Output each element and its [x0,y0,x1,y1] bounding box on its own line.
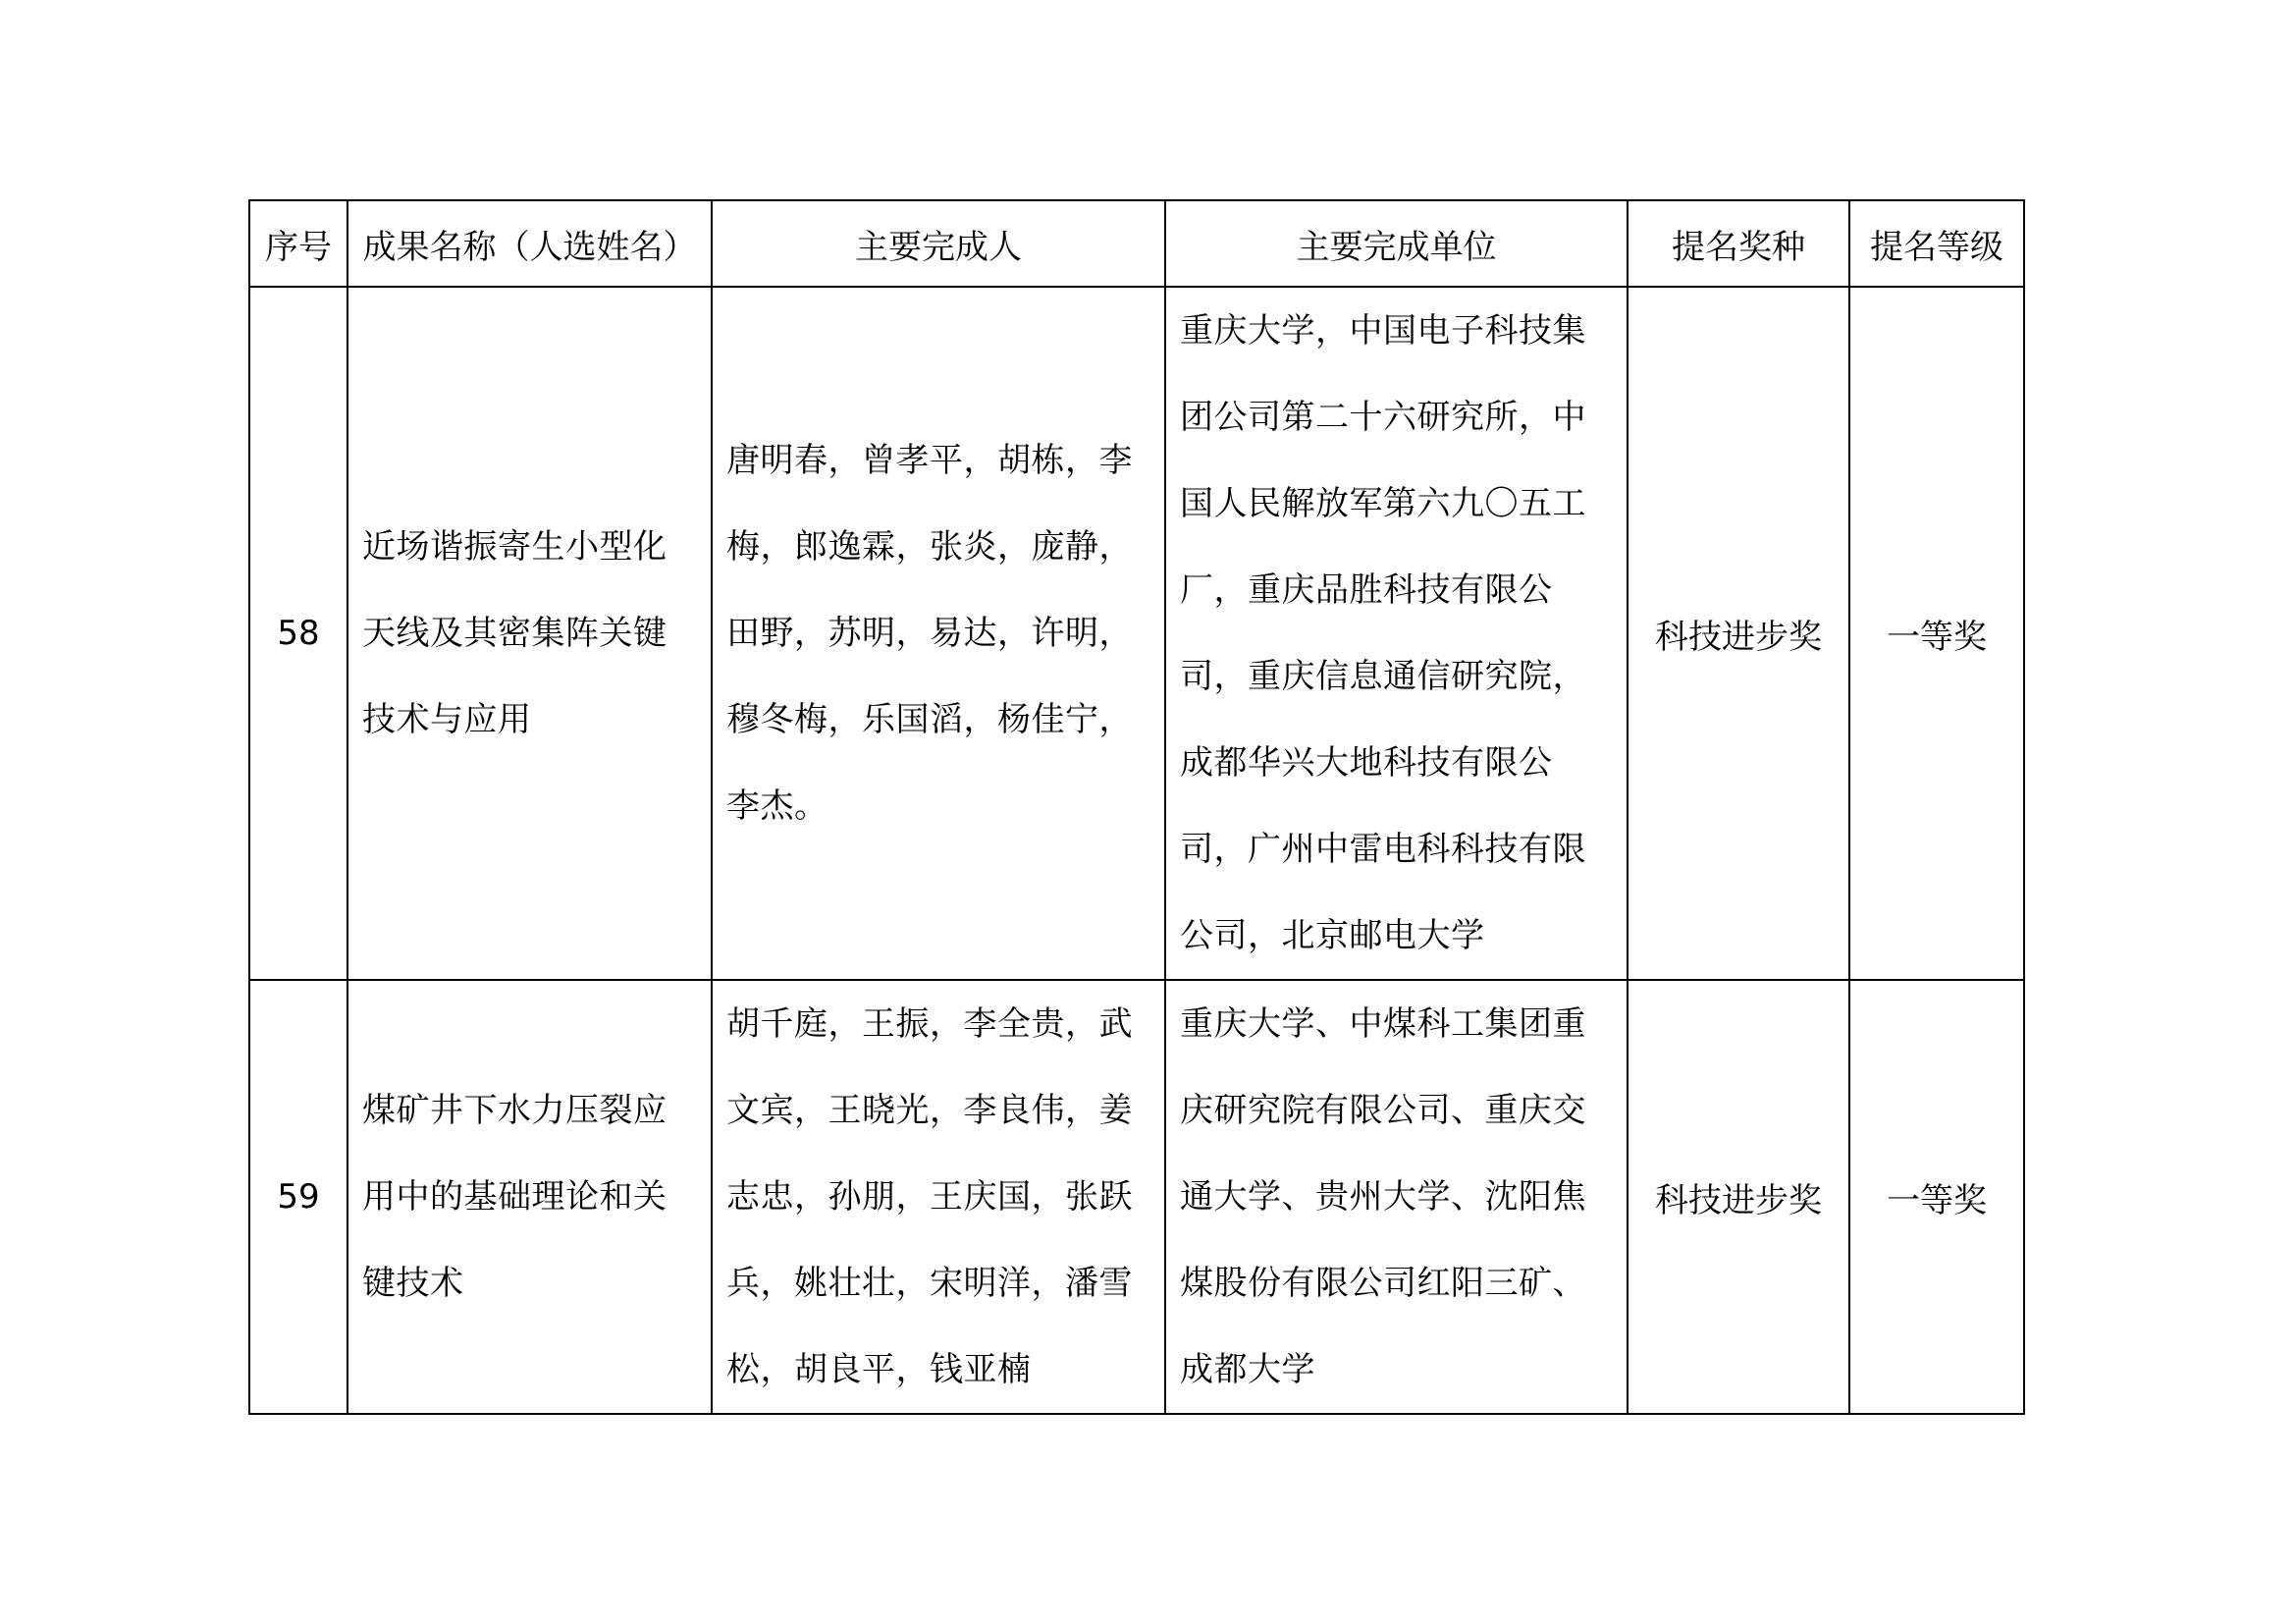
row-title: 近场谐振寄生小型化天线及其密集阵关键技术与应用 [347,287,712,980]
row-title: 煤矿井下水力压裂应用中的基础理论和关键技术 [347,980,712,1414]
row-award-type: 科技进步奖 [1628,287,1849,980]
table-body [249,287,2024,1414]
header-people: 主要完成人 [712,200,1165,287]
row-award-level: 一等奖 [1849,287,2024,980]
header-award-level: 提名等级 [1849,200,2024,287]
nominations-table [248,199,2025,1415]
table-header [249,200,2024,287]
row-num: 59 [249,980,347,1414]
row-award-type: 科技进步奖 [1628,980,1849,1414]
table-row [249,287,2024,980]
row-units: 重庆大学、中煤科工集团重庆研究院有限公司、重庆交通大学、贵州大学、沈阳焦煤股份有限公司红阳三矿、成都大学 [1165,980,1628,1414]
header-title: 成果名称（人选姓名） [347,200,712,287]
header-row [249,200,2024,287]
header-num: 序号 [249,200,347,287]
table-row [249,980,2024,1414]
row-people: 唐明春，曾孝平，胡栋，李梅，郎逸霖，张炎，庞静，田野，苏明，易达，许明，穆冬梅，乐国滔，杨佳宁，李杰。 [712,287,1165,980]
row-award-level: 一等奖 [1849,980,2024,1414]
row-people: 胡千庭，王振，李全贵，武文宾，王晓光，李良伟，姜志忠，孙朋，王庆国，张跃兵，姚壮壮，宋明洋，潘雪松，胡良平，钱亚楠 [712,980,1165,1414]
header-award-type: 提名奖种 [1628,200,1849,287]
row-num: 58 [249,287,347,980]
header-units: 主要完成单位 [1165,200,1628,287]
row-units: 重庆大学，中国电子科技集团公司第二十六研究所，中国人民解放军第六九〇五工厂，重庆品胜科技有限公司，重庆信息通信研究院，成都华兴大地科技有限公司，广州中雷电科科技有限公司，北京邮电大学 [1165,287,1628,980]
